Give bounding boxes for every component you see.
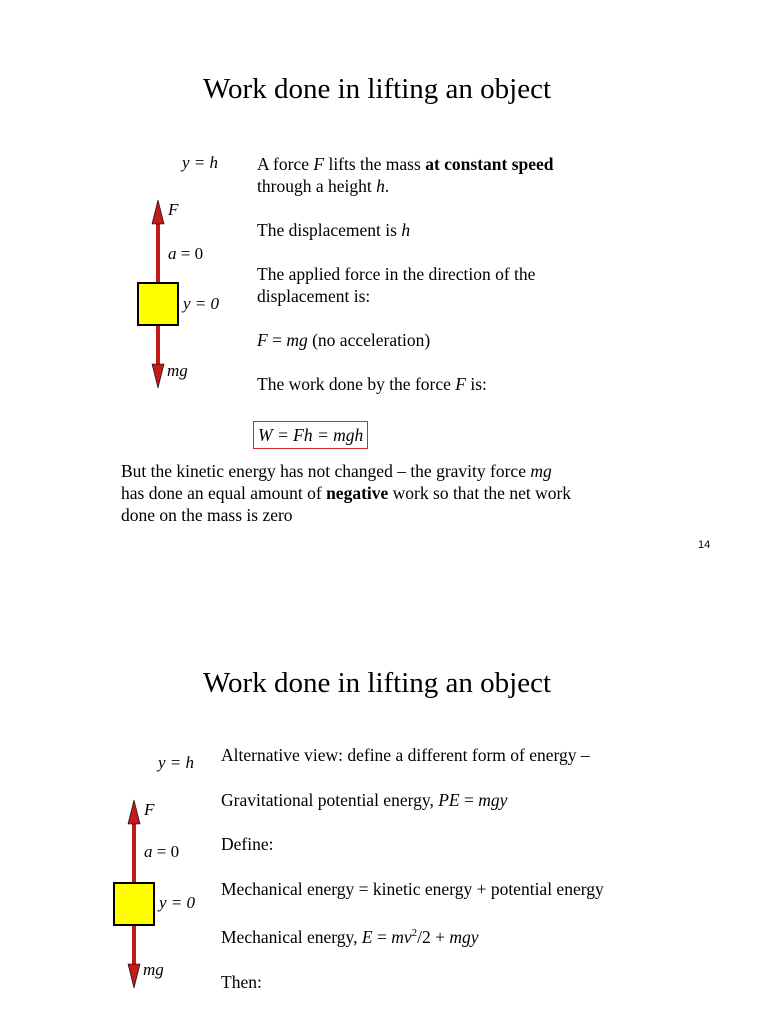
page-number: 14 (698, 539, 711, 551)
mass-block (138, 283, 178, 325)
label-y-equals-0: y = 0 (183, 294, 220, 313)
text-line: A force F lifts the mass at constant speed (257, 154, 554, 174)
text-line: Mechanical energy, $E = mv^2/2$ + mgy (221, 927, 479, 948)
text-line: The work done by the force F is: (257, 374, 487, 394)
force-arrow-head (152, 200, 164, 224)
mass-block (114, 883, 154, 925)
slide2-title: Work done in lifting an object (203, 667, 551, 699)
text-line: done on the mass is zero (121, 505, 293, 525)
label-y-equals-h: y = h (158, 753, 195, 772)
text-line: F = mg (no acceleration) (257, 330, 431, 350)
label-acceleration: a = 0 (144, 842, 180, 861)
label-acceleration: a = 0 (168, 244, 204, 263)
text-line: displacement is: (257, 286, 371, 306)
text-line: The applied force in the direction of the (257, 264, 536, 284)
slide1-title: Work done in lifting an object (203, 73, 551, 105)
text-line: Mechanical energy = kinetic energy + potential energy (221, 878, 604, 899)
gravity-arrow-head (152, 364, 164, 388)
text-line: The displacement is h (257, 220, 411, 240)
text-line: has done an equal amount of negative work so that the net work (121, 483, 572, 503)
gravity-arrow-head (128, 964, 140, 988)
text-line: But the kinetic energy has not changed – the gravity force mg (121, 461, 552, 481)
text-line: Gravitational potential energy, PE = mgy (221, 789, 508, 810)
text-line: Alternative view: define a different form of energy – (221, 745, 590, 765)
slide1-text-block (257, 153, 554, 395)
label-force: F (144, 800, 155, 819)
slide1-conclusion (121, 460, 571, 526)
label-force: F (168, 200, 179, 219)
label-mg: mg (143, 960, 164, 979)
text-line: Define: (221, 834, 274, 855)
text-line: Then: (221, 971, 262, 992)
slide2-text-block (221, 744, 604, 993)
label-y-equals-0: y = 0 (159, 893, 196, 912)
work-equation-box: W = Fh = mgh (253, 421, 368, 449)
force-arrow-head (128, 800, 140, 824)
label-mg: mg (167, 361, 188, 380)
label-y-equals-h: y = h (182, 153, 219, 172)
text-line: through a height h. (257, 176, 390, 196)
